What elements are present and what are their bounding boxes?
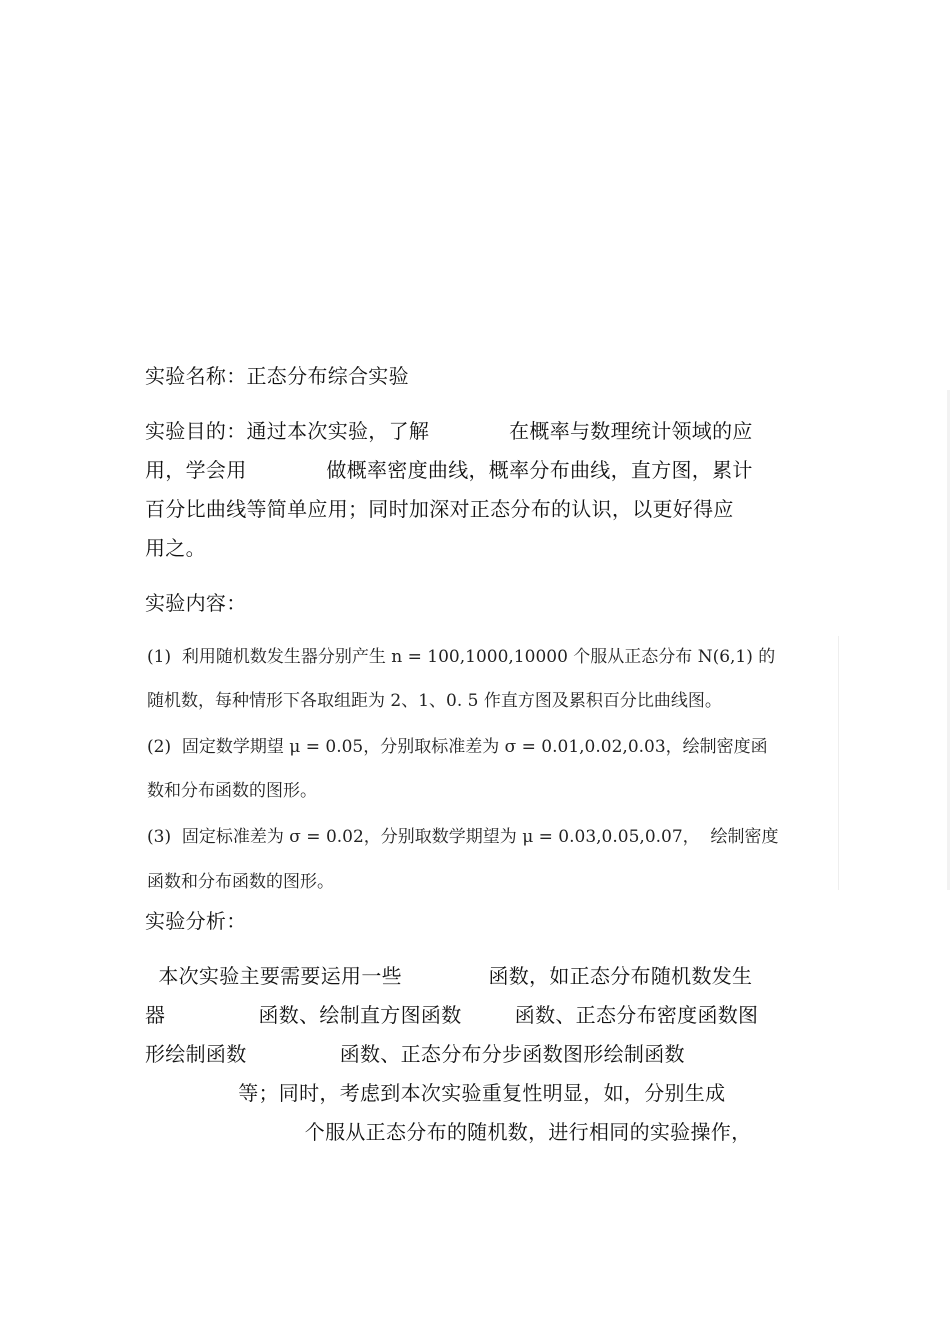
task-line-1: (1) 利用随机数发生器分别产生 n = 100,1000,10000 个服从正态分布 N(6,1) 的 — [147, 647, 776, 667]
analysis-heading: 实验分析： — [145, 909, 247, 933]
content-heading: 实验内容： — [145, 591, 247, 615]
experiment-title: 实验名称：正态分布综合实验 — [145, 364, 409, 388]
task-line-2: 随机数，每种情形下各取组距为 2、1、0. 5 作直方图及累积百分比曲线图。 — [147, 691, 722, 711]
task-line-3: (2) 固定数学期望 μ = 0.05，分别取标准差为 σ = 0.01,0.02,0.03，绘制密度函 — [147, 737, 768, 757]
analysis-line-2: 器 函数、绘制直方图函数 函数、正态分布密度函数图 — [145, 1003, 759, 1027]
analysis-line-5: 个服从正态分布的随机数，进行相同的实验操作， — [145, 1120, 752, 1144]
task-line-6: 函数和分布函数的图形。 — [147, 872, 334, 892]
task-line-4: 数和分布函数的图形。 — [147, 781, 317, 801]
analysis-line-4: 等；同时，考虑到本次实验重复性明显，如，分别生成 — [145, 1081, 726, 1105]
analysis-line-3: 形绘制函数 函数、正态分布分步函数图形绘制函数 — [145, 1042, 685, 1066]
analysis-line-1: 本次实验主要需要运用一些 函数，如正态分布随机数发生 — [145, 964, 753, 988]
purpose-line-3: 百分比曲线等简单应用；同时加深对正态分布的认识，以更好得应 — [145, 497, 734, 521]
purpose-line-4: 用之。 — [145, 536, 206, 560]
task-line-5: (3) 固定标准差为 σ = 0.02，分别取数学期望为 μ = 0.03,0.05,0.07， 绘制密度 — [147, 827, 779, 847]
purpose-line-1: 实验目的：通过本次实验，了解 在概率与数理统计领域的应 — [145, 419, 753, 443]
task-list-image — [143, 636, 839, 890]
purpose-line-2: 用，学会用 做概率密度曲线，概率分布曲线，直方图，累计 — [145, 458, 753, 482]
